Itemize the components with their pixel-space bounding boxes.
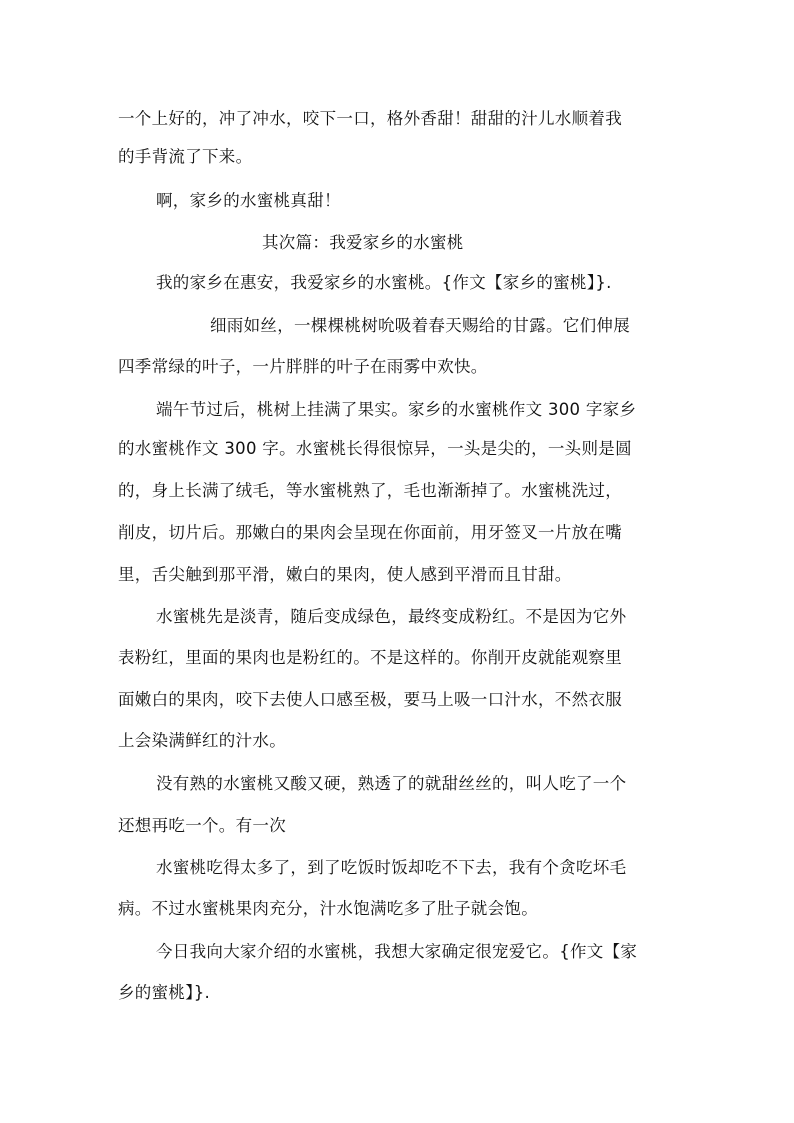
text-line: 端午节过后，桃树上挂满了果实。家乡的水蜜桃作文 300 字家乡	[156, 400, 637, 419]
text-line: 水蜜桃吃得太多了，到了吃饭时饭却吃不下去，我有个贪吃坏毛	[156, 858, 627, 877]
text-line: 里，舌尖触到那平滑，嫩白的果肉，使人感到平滑而且甘甜。	[118, 565, 572, 584]
text-line: 乡的蜜桃】}.	[118, 983, 211, 1002]
text-line: 的，身上长满了绒毛，等水蜜桃熟了，毛也渐渐掉了。水蜜桃洗过，	[118, 481, 622, 500]
text-line: 没有熟的水蜜桃又酸又硬，熟透了的就甜丝丝的，叫人吃了一个	[156, 774, 627, 793]
text-line: 上会染满鲜红的汁水。	[118, 731, 286, 750]
text-line: 一个上好的，冲了冲水，咬下一口，格外香甜！甜甜的汁儿水顺着我	[118, 109, 622, 128]
text-line: 削皮，切片后。那嫩白的果肉会呈现在你面前，用牙签叉一片放在嘴	[118, 523, 622, 542]
text-line: 细雨如丝，一棵棵桃树吮吸着春天赐给的甘露。它们伸展	[210, 316, 630, 335]
text-line: 的水蜜桃作文 300 字。水蜜桃长得很惊异，一头是尖的，一头则是圆	[118, 439, 632, 458]
text-line: 病。不过水蜜桃果肉充分，汁水饱满吃多了肚子就会饱。	[118, 899, 538, 918]
text-line: 的手背流了下来。	[118, 147, 253, 166]
text-line: 我的家乡在惠安，我爱家乡的水蜜桃。{作文【家乡的蜜桃】}.	[156, 273, 612, 292]
text-line: 四季常绿的叶子，一片胖胖的叶子在雨雾中欢快。	[118, 357, 488, 376]
text-line: 面嫩白的果肉，咬下去使人口感至极，要马上吸一口汁水，不然衣服	[118, 690, 622, 709]
text-line: 啊，家乡的水蜜桃真甜！	[156, 191, 341, 210]
text-line: 今日我向大家介绍的水蜜桃，我想大家确定很宠爱它。{作文【家	[156, 942, 638, 961]
section-heading: 其次篇：我爱家乡的水蜜桃	[262, 233, 464, 252]
text-line: 表粉红，里面的果肉也是粉红的。不是这样的。你削开皮就能观察里	[118, 648, 622, 667]
text-line: 还想再吃一个。有一次	[118, 816, 286, 835]
text-line: 水蜜桃先是淡青，随后变成绿色，最终变成粉红。不是因为它外	[156, 607, 627, 626]
